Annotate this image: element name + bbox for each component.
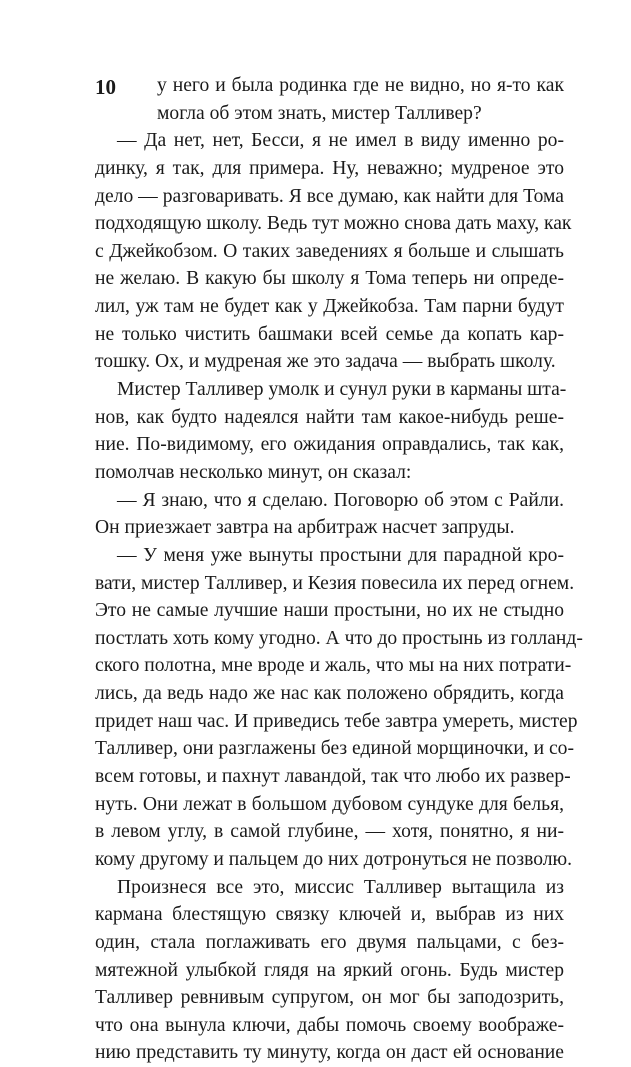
text-line: Произнеся все это, миссис Талливер вытащила из xyxy=(117,876,564,898)
text-line: мятежной улыбкой глядя на яркий огонь. Будь мистер xyxy=(95,959,564,981)
text-line: ского полотна, мне вроде и жаль, что мы на них потрати- xyxy=(95,655,572,677)
text-line: кармана блестящую связку ключей и, выбрав из них xyxy=(95,904,564,926)
text-line: с Джейкобзом. О таких заведениях я больше и слышать xyxy=(95,240,564,262)
text-line: ние. По-видимому, его ожидания оправдались, так как, xyxy=(95,434,564,456)
text-line: помолчав несколько минут, он сказал: xyxy=(95,461,412,483)
text-line: кому другому и пальцем до них дотронуться не позволю. xyxy=(95,848,573,870)
text-line: лил, уж там не будет как у Джейкобза. Там парни будут xyxy=(95,296,564,318)
text-line: в левом углу, в самой глубине, — хотя, понятно, я ни- xyxy=(95,821,564,843)
text-line: Талливер ревнивым супругом, он мог бы заподозрить, xyxy=(95,987,564,1009)
text-line: постлать хоть кому угодно. А что до простынь из голланд- xyxy=(95,627,583,649)
text-line: Он приезжает завтра на арбитраж насчет запруды. xyxy=(95,517,515,539)
text-line: всем готовы, и пахнут лавандой, так что любо их развер- xyxy=(95,766,571,788)
text-line: что она вынула ключи, дабы помочь своему воображе- xyxy=(95,1014,564,1036)
page-number: 10 xyxy=(95,75,116,99)
text-line: придет наш час. И приведись тебе завтра умереть, мистер xyxy=(95,710,578,732)
text-line: — У меня уже вынуты простыни для парадной кро- xyxy=(117,544,564,566)
text-line: — Да нет, нет, Бесси, я не имел в виду именно ро- xyxy=(117,130,564,152)
text-line: один, стала поглаживать его двумя пальцами, с без- xyxy=(95,931,564,953)
text-line: — Я знаю, что я сделаю. Поговорю об этом с Райли. xyxy=(117,489,564,511)
text-line: у него и была родинка где не видно, но я-то как xyxy=(157,75,564,96)
text-line: могла об этом знать, мистер Талливер? xyxy=(157,102,482,124)
text-line: Мистер Талливер умолк и сунул руки в карманы шта- xyxy=(117,379,567,401)
text-line: нов, как будто надеялся найти там какое-нибудь реше- xyxy=(95,406,564,428)
text-line: тошку. Ох, и мудреная же это задача — выбрать школу. xyxy=(95,351,556,373)
text-line: вати, мистер Талливер, и Кезия повесила их перед огнем. xyxy=(95,572,575,594)
text-line: нию представить ту минуту, когда он даст ей основание xyxy=(95,1042,564,1064)
text-line: не желаю. В какую бы школу я Тома теперь ни опреде- xyxy=(95,268,564,290)
text-line: лись, да ведь надо же нас как положено обрядить, когда xyxy=(95,683,564,705)
body-text xyxy=(95,72,583,1067)
text-line: Это не самые лучшие наши простыни, но их не стыдно xyxy=(95,600,564,622)
text-line: динку, я так, для примера. Ну, неважно; мудреное это xyxy=(95,157,564,179)
text-line: дело — разговаривать. Я все думаю, как найти для Тома xyxy=(95,185,564,207)
text-line: подходящую школу. Ведь тут можно снова дать маху, как xyxy=(95,213,572,235)
text-line: Талливер, они разглажены без единой морщиночки, и со- xyxy=(95,738,575,760)
text-line: нуть. Они лежат в большом дубовом сундуке для белья, xyxy=(95,793,564,815)
text-line: не только чистить башмаки всей семье да копать кар- xyxy=(95,323,564,345)
